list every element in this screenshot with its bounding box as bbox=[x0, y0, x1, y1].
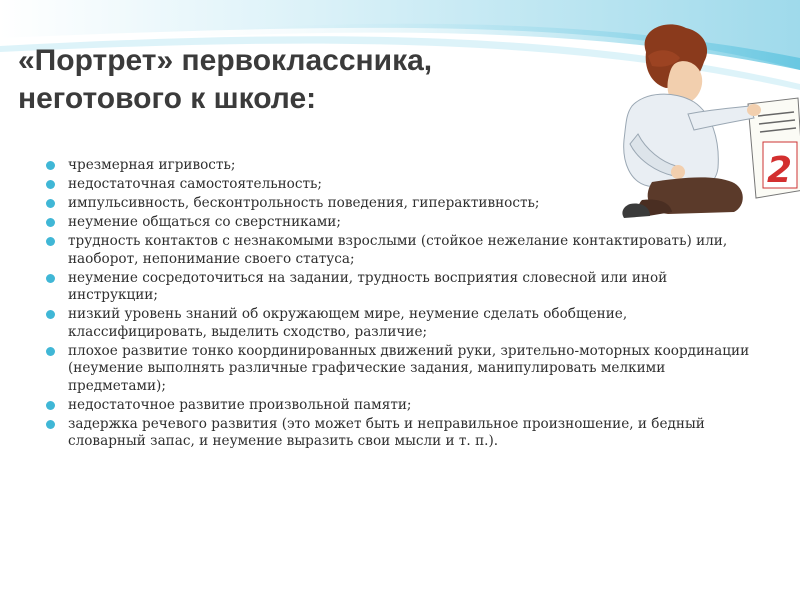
list-item-text: неумение сосредоточиться на задании, трудность восприятия словесной или иной инструкции; bbox=[68, 269, 668, 303]
list-item bbox=[46, 176, 756, 194]
bullet-dot-icon bbox=[46, 274, 55, 283]
list-item-text: низкий уровень знаний об окружающем мире, неумение сделать обобщение, классифицировать, выделить сходство, различие; bbox=[68, 306, 628, 340]
list-item bbox=[46, 416, 756, 451]
list-item bbox=[46, 270, 756, 305]
bullet-dot-icon bbox=[46, 199, 55, 208]
list-item bbox=[46, 195, 756, 213]
title-line-1: «Портрет» первоклассника, bbox=[18, 44, 433, 77]
list-item-text: недостаточная самостоятельность; bbox=[68, 176, 322, 192]
list-item bbox=[46, 157, 756, 175]
bullet-dot-icon bbox=[46, 310, 55, 319]
bullet-dot-icon bbox=[46, 180, 55, 189]
list-item bbox=[46, 233, 756, 268]
slide-title bbox=[18, 42, 578, 118]
list-item bbox=[46, 397, 756, 415]
list-item-text: трудность контактов с незнакомыми взрослыми (стойкое нежелание контактировать) или, наоборот, непонимание своего статуса; bbox=[68, 233, 728, 267]
list-item-text: импульсивность, бесконтрольность поведения, гиперактивность; bbox=[68, 195, 540, 211]
list-item-text: неумение общаться со сверстниками; bbox=[68, 214, 341, 230]
list-item bbox=[46, 214, 756, 232]
list-item bbox=[46, 343, 756, 396]
bullet-dot-icon bbox=[46, 420, 55, 429]
list-item-text: недостаточное развитие произвольной памяти; bbox=[68, 396, 412, 413]
list-item-text: задержка речевого развития (это может быть и неправильное произношение, и бедный словарный запас, и неумение выразить свои мысли и т. п.). bbox=[68, 415, 705, 449]
list-item bbox=[46, 306, 756, 341]
bullet-list bbox=[46, 157, 756, 452]
grade-text: 2 bbox=[767, 150, 793, 191]
list-item-text: плохое развитие тонко координированных движений руки, зрительно-моторных координации (неумение выполнять различные графические задания, манипулировать мелкими предметами); bbox=[68, 342, 750, 394]
bullet-dot-icon bbox=[46, 237, 55, 246]
bullet-dot-icon bbox=[46, 401, 55, 410]
bullet-dot-icon bbox=[46, 347, 55, 356]
title-line-2: неготового к школе: bbox=[18, 82, 317, 115]
bullet-dot-icon bbox=[46, 218, 55, 227]
list-item-text: чрезмерная игривость; bbox=[68, 157, 236, 173]
bullet-dot-icon bbox=[46, 161, 55, 170]
